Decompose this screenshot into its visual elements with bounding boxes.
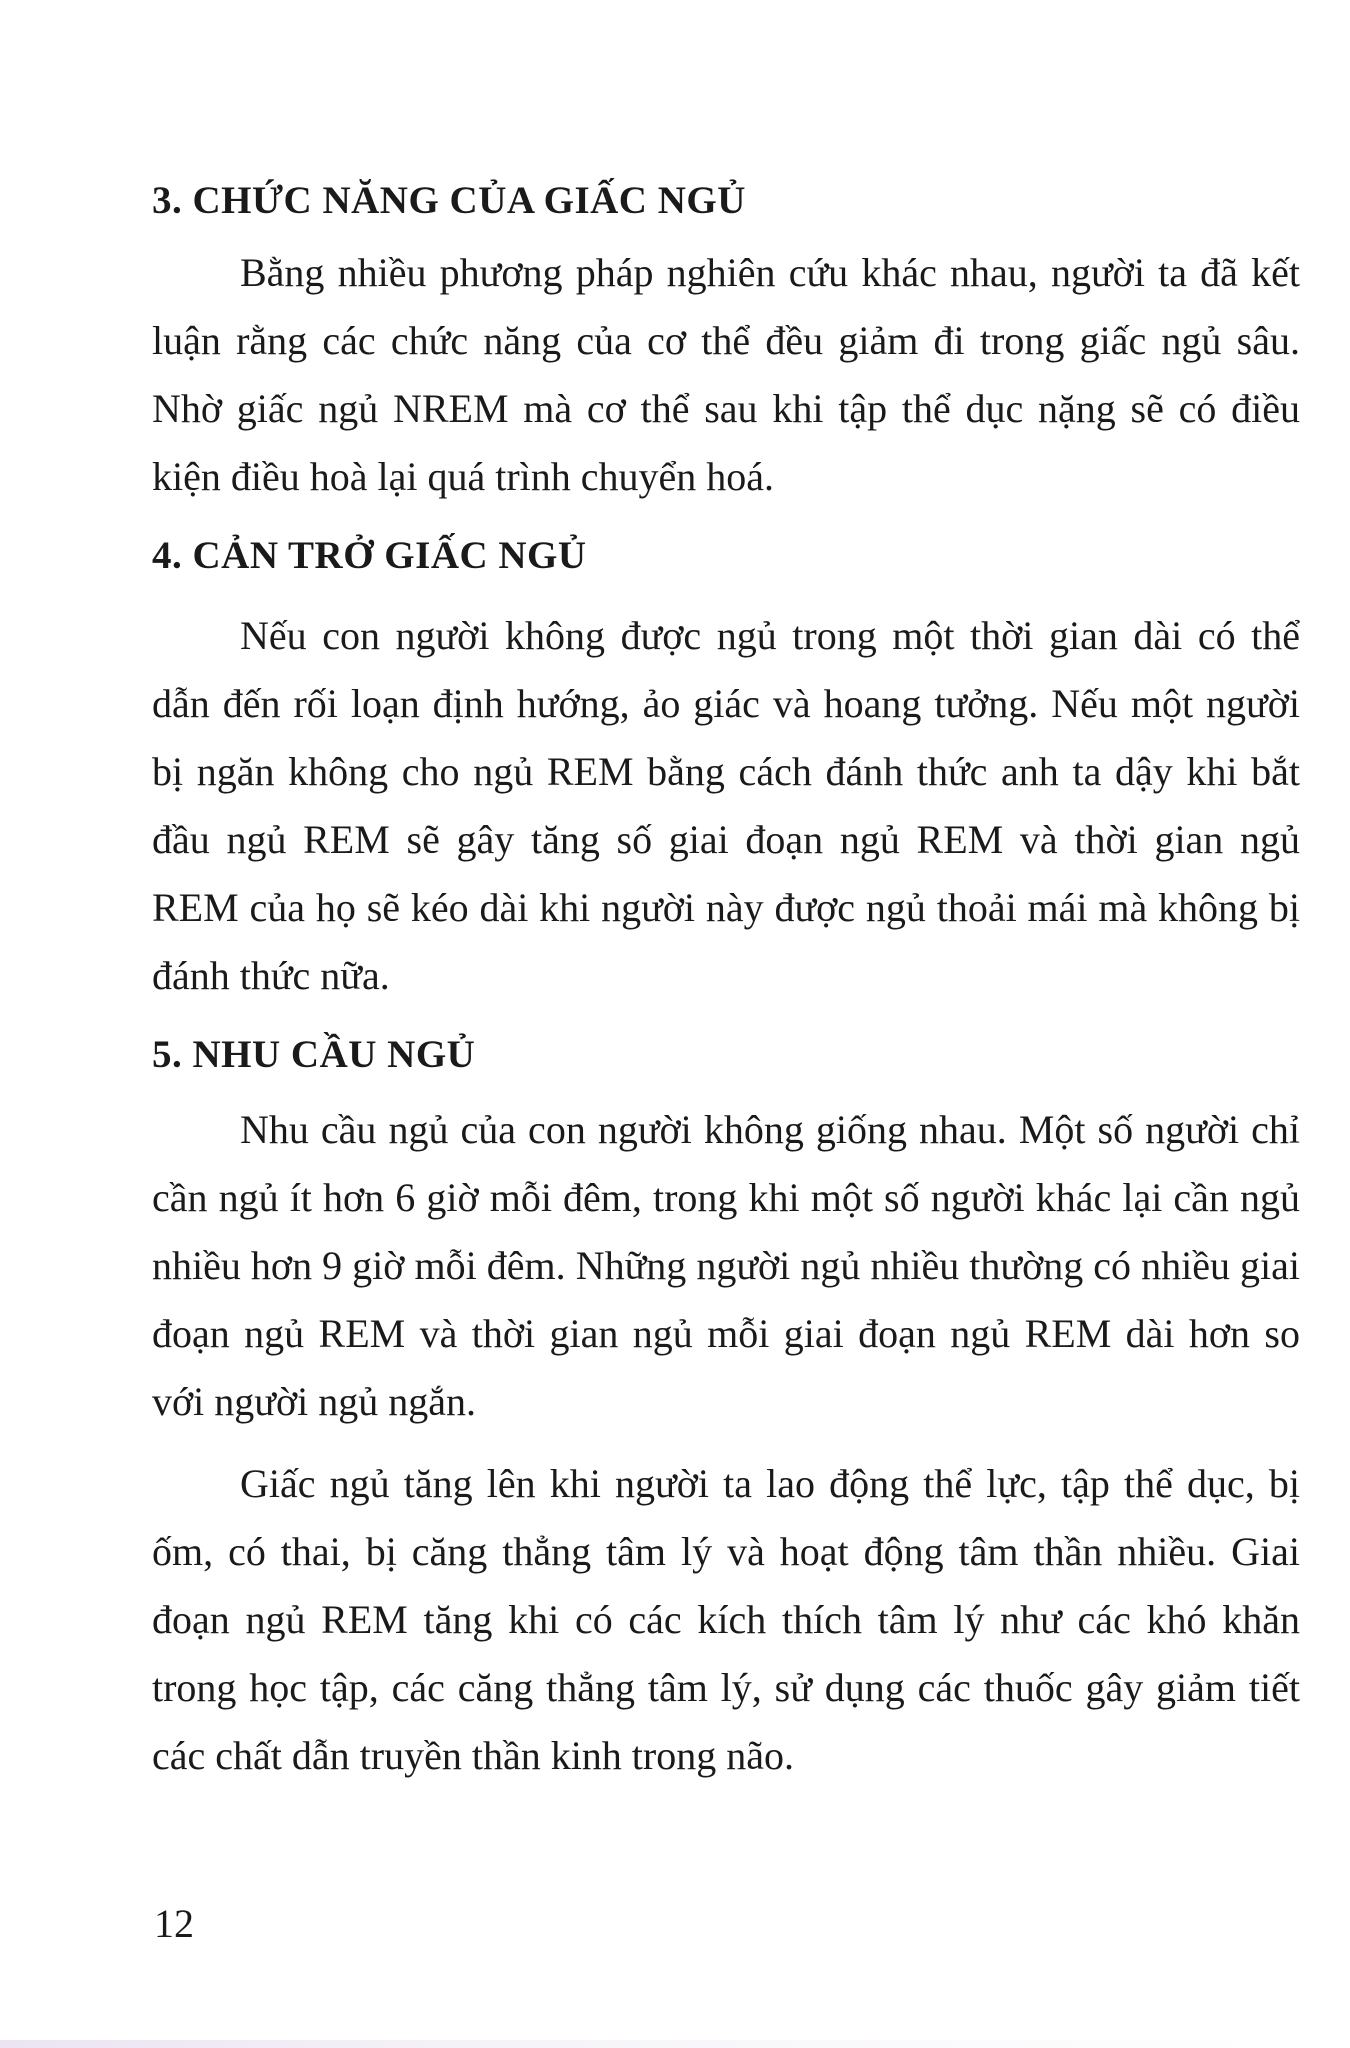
page-number: 12 <box>154 1901 194 1946</box>
paragraph-sleep-obstruction: Nếu con người không được ngủ trong một thời gian dài có thể dẫn đến rối loạn định hướng, ảo giác và hoang tưởng. Nếu một người bị ngăn không cho ngủ REM bằng cách đánh thức anh ta dậy khi bắt đầu ngủ REM sẽ gây tăng số giai đoạn ngủ REM và thời gian ngủ REM của họ sẽ kéo dài khi người này được ngủ thoải mái mà không bị đánh thức nữa. <box>152 612 1300 998</box>
scan-edge-strip <box>0 2040 1350 2048</box>
section-heading-sleep-obstruction: 4. CẢN TRỞ GIẤC NGỦ <box>152 533 587 577</box>
paragraph-functions-of-sleep: Bằng nhiều phương pháp nghiên cứu khác nhau, người ta đã kết luận rằng các chức năng của cơ thể đều giảm đi trong giấc ngủ sâu. Nhờ giấc ngủ NREM mà cơ thể sau khi tập thể dục nặng sẽ có điều kiện điều hoà lại quá trình chuyển hoá. <box>152 249 1300 499</box>
section-heading-sleep-needs: 5. NHU CẦU NGỦ <box>152 1032 476 1076</box>
paragraph-sleep-needs-1: Nhu cầu ngủ của con người không giống nhau. Một số người chỉ cần ngủ ít hơn 6 giờ mỗi đêm, trong khi một số người khác lại cần ngủ nhiều hơn 9 giờ mỗi đêm. Những người ngủ nhiều thường có nhiều giai đoạn ngủ REM và thời gian ngủ mỗi giai đoạn ngủ REM dài hơn so với người ngủ ngắn. <box>152 1107 1300 1425</box>
paragraph-sleep-needs-2: Giấc ngủ tăng lên khi người ta lao động thể lực, tập thể dục, bị ốm, có thai, bị căng thẳng tâm lý và hoạt động tâm thần nhiều. Giai đoạn ngủ REM tăng khi có các kích thích tâm lý như các khó khăn trong học tập, các căng thẳng tâm lý, sử dụng các thuốc gây giảm tiết các chất dẫn truyền thần kinh trong não. <box>152 1461 1300 1779</box>
section-heading-functions-of-sleep: 3. CHỨC NĂNG CỦA GIẤC NGỦ <box>152 179 746 222</box>
page-body <box>152 178 1300 1790</box>
